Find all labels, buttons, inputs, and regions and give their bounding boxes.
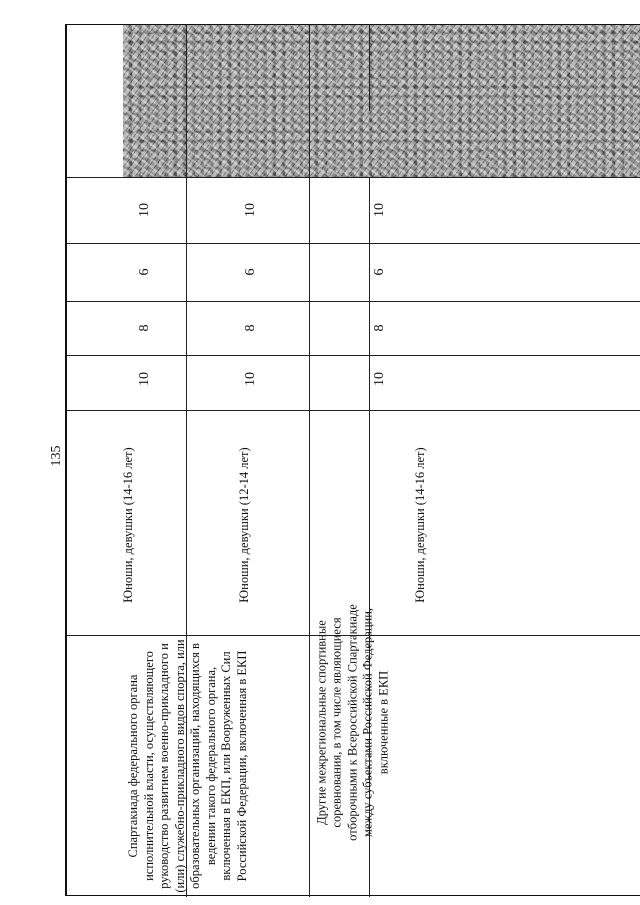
value-cell: 6: [243, 268, 259, 276]
page-number: 135: [49, 445, 64, 467]
value-cell: 8: [372, 324, 388, 332]
value-cell: 10: [243, 372, 259, 386]
row-divider-minor: [369, 25, 370, 111]
age-group-cell: Юноши, девушки (12-14 лет): [237, 447, 252, 603]
event-cell: Другие межрегиональные спортивные соревнования, в том числе являющиеся отборочными к Всероссийской Спартакиаде между субъектами Российской Федерации, включенные в ЕКП: [314, 604, 391, 841]
value-cell: 10: [137, 372, 153, 386]
value-cell: 10: [372, 203, 388, 217]
value-cell: 10: [372, 372, 388, 386]
column-divider: [67, 243, 640, 244]
value-cell: 10: [243, 203, 259, 217]
scan-hatch-area-right: [309, 25, 640, 177]
value-cell: 6: [137, 268, 153, 276]
event-cell: Спартакиада федерального органа исполнительной власти, осуществляющего руководство развитием военно-прикладного и (или) служебно-прикладного видов спорта, или образовательных организаций, находящихся в ведении такого федерального органа, включенная в ЕКП, или Вооруженных Сил Российской Федерации, включенная в ЕКП: [126, 639, 249, 893]
value-cell: 10: [137, 203, 153, 217]
age-group-cell: Юноши, девушки (14-16 лет): [121, 447, 136, 603]
sports-table: [65, 24, 640, 896]
column-divider: [67, 355, 640, 356]
age-group-cell: Юноши, девушки (14-16 лет): [413, 447, 428, 603]
column-divider: [67, 177, 640, 178]
column-divider: [67, 410, 640, 411]
column-divider: [67, 301, 640, 302]
value-cell: 8: [243, 324, 259, 332]
value-cell: 8: [137, 324, 153, 332]
value-cell: 6: [372, 268, 388, 276]
